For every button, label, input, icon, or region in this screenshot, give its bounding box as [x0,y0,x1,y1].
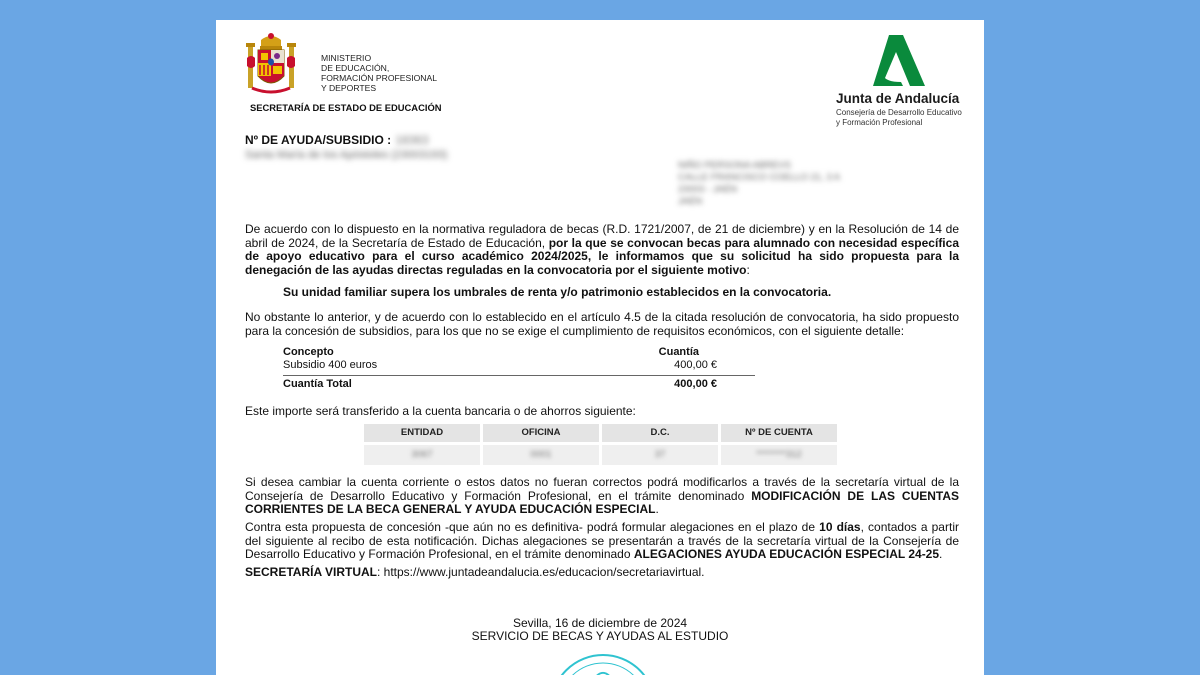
account-change-procedure: MODIFICACIÓN DE LAS CUENTAS CORRIENTES DE LA BECA GENERAL Y AYUDA EDUCACIÓN ESPECIAL [245,488,960,517]
table-row [364,445,840,465]
account-change-paragraph [245,476,959,517]
ministry-name [321,53,437,93]
table-row [283,359,755,372]
amount-header: Cuantía [658,346,699,358]
allegations-end: . [939,547,943,562]
school-name: Santa María de los Apóstoles (23003193) [245,149,448,161]
allegations-paragraph [245,521,959,562]
dc-header: D.C. [602,424,718,442]
official-stamp-icon [548,652,658,675]
secretaria-heading: SECRETARÍA DE ESTADO DE EDUCACIÓN [250,102,442,113]
allegations-days: 10 días [819,520,861,534]
denial-motive: Su unidad familiar supera los umbrales de renta y/o patrimonio establecidos en la convocatoria. [283,285,832,299]
aid-number-label: Nº DE AYUDA/SUBSIDIO : [245,133,392,147]
office-value: 0001 [530,449,552,460]
office-header: OFICINA [483,424,599,442]
junta-department-line: Consejería de Desarrollo Educativo [836,108,962,117]
address-line: 23003 - JAÉN [678,184,738,195]
intro-bold-text: por la que se convocan becas para alumnado con necesidad específica de apoyo educativo para el curso académico 2024/2025, le informamos que su solicitud ha sido propuesta para la denegación de las ayudas directas reguladas en la convocatoria por el siguiente motivo [245,235,959,277]
account-change-end: . [655,502,659,517]
allegations-text: Contra esta propuesta de concesión -que aún no es definitiva- podrá formular alegaciones en el plazo de [245,520,820,534]
concept-cell: Subsidio 400 euros [283,359,378,371]
intro-end: : [746,262,750,277]
concept-header: Concepto [283,346,334,358]
total-label: Cuantía Total [283,378,352,390]
allegations-procedure: ALEGACIONES AYUDA EDUCACIÓN ESPECIAL 24-25 [633,547,940,562]
dc-cell [602,445,718,465]
virtual-office-url[interactable]: : https://www.juntadeandalucia.es/educacion/secretariavirtual. [377,565,705,579]
office-cell [483,445,599,465]
total-amount: 400,00 € [674,378,717,390]
entity-value: 3067 [411,449,433,460]
junta-name: Junta de Andalucía [836,91,960,106]
document-page [216,20,984,675]
coat-of-arms-emblem [246,32,296,96]
aid-number [245,133,429,147]
subsidy-paragraph: No obstante lo anterior, y de acuerdo con lo establecido en el artículo 4.5 de la citada resolución de convocatoria, ha sido propuesto para la concesión de subsidios, para los que no se exige el cumplimiento de requisitos económicos, con el siguiente detalle: [245,310,959,338]
account-table-header [364,424,840,442]
virtual-office-line [245,565,705,579]
account-change-text: Si desea cambiar la cuenta corriente o estos datos no fueran correctos podrá modificarlos a través de la secretaría virtual de la Consejería de Desarrollo Educativo y Formación Profesional, en el trámite denominado [245,475,959,503]
address-line: JAÉN [678,196,703,207]
junta-department-line: y Formación Profesional [836,117,923,127]
ministry-line: DE EDUCACIÓN, [321,63,390,73]
address-line: NIÑO PERSONA ABREVS [678,160,791,171]
entity-header: ENTIDAD [364,424,480,442]
ministry-line: MINISTERIO [321,53,372,63]
intro-paragraph [245,223,959,277]
dc-value: 37 [654,449,666,460]
entity-cell [364,445,480,465]
intro-text: De acuerdo con lo dispuesto en la normativa reguladora de becas (R.D. 1721/2007, de 21 de diciembre) y en la Resolución de 14 de abril de 2024, de la Secretaría de Estado de Educación, [245,222,959,250]
bank-account-table [364,424,840,465]
ministry-line: FORMACIÓN PROFESIONAL [321,73,438,83]
service-name: SERVICIO DE BECAS Y AYUDAS AL ESTUDIO [471,629,729,643]
amount-cell: 400,00 € [674,359,717,371]
subsidy-table-header [283,346,755,359]
account-number-header: Nº DE CUENTA [721,424,837,442]
transfer-text: Este importe será transferido a la cuenta bancaria o de ahorros siguiente: [245,404,636,418]
subsidy-table [283,346,755,392]
address-line: CALLE FRANCISCO COELLO 21, 3 A [678,172,841,183]
account-number-value: ********312 [756,449,802,460]
allegations-text-cont: , contados a partir del siguiente al recibo de esta notificación. Dichas alegaciones se presentarán a través de la secretaría virtual de la Consejería de Desarrollo Educativo y Formación Profesional, en el trámite denominado [245,520,959,562]
account-number-cell [721,445,837,465]
junta-andalucia-logo [871,33,927,88]
junta-department [836,108,962,127]
ministry-line: Y DEPORTES [321,83,377,93]
recipient-address [678,160,840,208]
subsidy-total-row [283,375,755,392]
virtual-office-label: SECRETARÍA VIRTUAL [245,565,377,579]
place-date: Sevilla, 16 de diciembre de 2024 [512,616,688,630]
aid-number-value: 18363 [395,133,429,147]
